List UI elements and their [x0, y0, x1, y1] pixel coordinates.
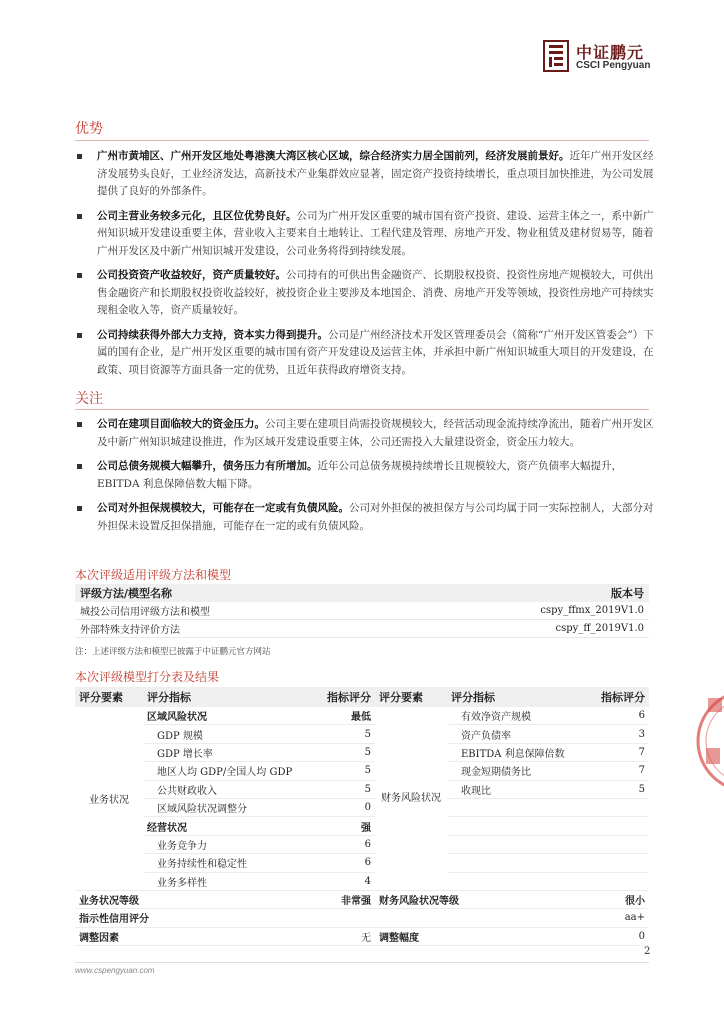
left-indicator: 区域风险状况	[143, 707, 293, 725]
right-score	[577, 872, 649, 890]
left-indicator: 业务多样性	[143, 872, 293, 890]
left-indicator: 业务持续性和稳定性	[143, 854, 293, 872]
biz-grade-value: 非常强	[293, 890, 375, 908]
bullet-bold-text: 公司持续获得外部大力支持，资本实力得到提升。	[97, 328, 328, 341]
bullet-square-icon	[77, 214, 82, 219]
bullet-item	[75, 208, 660, 261]
right-score: 5	[577, 780, 649, 798]
bullet-text: 公司持有的可供出售金融资产、长期股权投资、投资性房地产规模较大，可供出售金融资产和长期股权投资收益较好，被投资企业主要涉及本地国企、消费、房地产开发等领域，投资性房地产可持续实现租金收入等，资产质量较好。	[97, 269, 654, 316]
score-row	[75, 780, 649, 798]
score-row	[75, 743, 649, 761]
score-header-factor-1: 评分要素	[75, 687, 143, 707]
method-name: 城投公司信用评级方法和模型	[75, 602, 392, 620]
adjust-value: 无	[293, 927, 375, 945]
bullet-text: 近年公司总债务规模持续增长且规模较大，资产负债率大幅提升，EBITDA 利息保障倍数大幅下降。	[97, 460, 622, 490]
methods-header-name: 评级方法/模型名称	[75, 584, 392, 602]
right-indicator: 收现比	[447, 780, 577, 798]
score-row	[75, 817, 649, 835]
scoring-table	[75, 687, 649, 946]
bullet-text: 公司对外担保的被担保方与公司均属于同一实际控制人，大部分对外担保未设置反担保措施，可能存在一定的或有负债风险。	[97, 502, 654, 532]
bullet-item	[75, 500, 660, 535]
bullet-text: 公司是广州经济技术开发区管理委员会（简称“广州开发区管委会”）下属的国有企业，是广州开发区重要的城市国有资产开发建设及运营主体，并承担中新广州知识城重大项目的开发建设，在政策、项目资源等方面具备一定的优势，且近年获得政府增资支持。	[97, 328, 654, 376]
left-indicator: 业务竞争力	[143, 835, 293, 853]
right-score: 6	[577, 707, 649, 725]
right-indicator: 资产负债率	[447, 725, 577, 743]
left-indicator: 公共财政收入	[143, 780, 293, 798]
left-indicator: GDP 规模	[143, 725, 293, 743]
fin-grade-label: 财务风险状况等级	[375, 890, 577, 908]
score-row	[75, 872, 649, 890]
score-row	[75, 798, 649, 816]
scoring-title: 本次评级模型打分表及结果	[75, 670, 220, 684]
brand-name-en: CSCI Pengyuan	[576, 60, 651, 71]
left-factor: 业务状况	[75, 707, 143, 890]
bullet-text: 公司为广州开发区重要的城市国有资产投资、建设、运营主体之一，系中新广州知识城开发建设重要主体，营业收入主要来自土地转让、工程代建及管理、房地产开发、物业租赁及建材贸易等，随着广州开发区及中新广州知识城开发建设，公司业务将得到持续发展。	[97, 209, 654, 257]
method-version: cspy_ffmx_2019V1.0	[392, 602, 649, 620]
methods-title: 本次评级适用评级方法和模型	[75, 568, 232, 582]
bullet-square-icon	[77, 273, 82, 278]
adjust-range-value: 0	[577, 927, 649, 945]
footer-divider	[75, 962, 649, 963]
left-indicator: 经营状况	[143, 817, 293, 835]
summary-row-adjust	[75, 927, 649, 945]
method-version: cspy_ff_2019V1.0	[392, 620, 649, 638]
right-indicator	[447, 817, 577, 835]
methods-header-version: 版本号	[392, 584, 649, 602]
score-row	[75, 707, 649, 725]
right-indicator	[447, 798, 577, 816]
score-row	[75, 762, 649, 780]
strengths-divider	[75, 140, 649, 141]
score-header-factor-2: 评分要素	[375, 687, 447, 707]
right-score: 3	[577, 725, 649, 743]
seal-stamp-icon	[696, 676, 724, 806]
right-indicator: EBITDA 利息保障倍数	[447, 743, 577, 761]
score-header-indicator-1: 评分指标	[143, 687, 293, 707]
bullet-item	[75, 416, 660, 451]
summary-row-indicative	[75, 909, 649, 927]
left-score: 6	[293, 854, 375, 872]
right-score: 7	[577, 743, 649, 761]
strengths-list	[75, 148, 660, 386]
methods-row	[75, 602, 649, 620]
left-score: 强	[293, 817, 375, 835]
score-header-score-1: 指标评分	[293, 687, 375, 707]
adjust-range-label: 调整幅度	[375, 927, 577, 945]
brand-name-cn: 中证鹏元	[576, 43, 645, 62]
concerns-divider	[75, 409, 649, 410]
left-score: 5	[293, 743, 375, 761]
strengths-heading: 优势	[75, 121, 103, 137]
left-score: 5	[293, 725, 375, 743]
left-indicator: 区域风险状况调整分	[143, 798, 293, 816]
left-indicator: 地区人均 GDP/全国人均 GDP	[143, 762, 293, 780]
right-indicator	[447, 872, 577, 890]
adjust-label: 调整因素	[75, 927, 293, 945]
bullet-square-icon	[77, 154, 82, 159]
bullet-square-icon	[77, 333, 82, 338]
right-score	[577, 835, 649, 853]
bullet-bold-text: 公司主营业务较多元化，且区位优势良好。	[97, 209, 297, 222]
bullet-item	[75, 458, 660, 493]
right-score	[577, 798, 649, 816]
brand-logo	[543, 40, 663, 74]
bullet-item	[75, 327, 660, 380]
methods-row	[75, 620, 649, 638]
bullet-text: 公司主要在建项目尚需投资规模较大，经营活动现金流持续净流出，随着广州开发区及中新广州知识城建设推进，作为区域开发建设重要主体，公司还需投入大量建设资金，资金压力较大。	[97, 418, 654, 448]
bullet-square-icon	[77, 506, 82, 511]
bullet-text: 近年广州开发区经济发展势头良好，工业经济发达，高新技术产业集群效应显著，固定资产投资持续增长，重点项目加快推进，为公司发展提供了良好的外部条件。	[97, 150, 654, 197]
methods-table	[75, 584, 649, 638]
bullet-square-icon	[77, 422, 82, 427]
bullet-square-icon	[77, 464, 82, 469]
bullet-bold-text: 广州市黄埔区、广州开发区地处粤港澳大湾区核心区域，综合经济实力居全国前列，经济发展前景好。	[97, 150, 570, 162]
right-indicator: 现金短期债务比	[447, 762, 577, 780]
footer-website: www.cspengyuan.com	[75, 966, 155, 975]
fin-grade-value: 很小	[577, 890, 649, 908]
logo-mark-icon	[543, 40, 569, 72]
left-score: 6	[293, 835, 375, 853]
left-score: 0	[293, 798, 375, 816]
right-indicator: 有效净资产规模	[447, 707, 577, 725]
bullet-bold-text: 公司总债务规模大幅攀升，债务压力有所增加。	[97, 460, 318, 472]
bullet-item	[75, 267, 660, 320]
indicative-label: 指示性信用评分	[75, 909, 375, 927]
summary-row-grades	[75, 890, 649, 908]
bullet-bold-text: 公司对外担保规模较大，可能存在一定或有负债风险。	[97, 502, 349, 514]
bullet-bold-text: 公司在建项目面临较大的资金压力。	[97, 418, 265, 430]
methods-note: 注：上述评级方法和模型已披露于中证鹏元官方网站	[75, 647, 271, 657]
left-score: 最低	[293, 707, 375, 725]
score-header-score-2: 指标评分	[577, 687, 649, 707]
concerns-heading: 关注	[75, 391, 103, 407]
bullet-item	[75, 148, 660, 201]
method-name: 外部特殊支持评价方法	[75, 620, 392, 638]
score-row	[75, 725, 649, 743]
page-number: 2	[644, 946, 651, 957]
right-score: 7	[577, 762, 649, 780]
bullet-bold-text: 公司投资资产收益较好，资产质量较好。	[97, 269, 286, 281]
left-indicator: GDP 增长率	[143, 743, 293, 761]
left-score: 5	[293, 780, 375, 798]
right-indicator	[447, 854, 577, 872]
biz-grade-label: 业务状况等级	[75, 890, 293, 908]
concerns-list	[75, 416, 660, 542]
left-score: 4	[293, 872, 375, 890]
score-row	[75, 835, 649, 853]
right-score	[577, 854, 649, 872]
left-score: 5	[293, 762, 375, 780]
score-row	[75, 854, 649, 872]
right-score	[577, 817, 649, 835]
right-factor: 财务风险状况	[375, 707, 447, 890]
score-header-indicator-2: 评分指标	[447, 687, 577, 707]
right-indicator	[447, 835, 577, 853]
indicative-value: aa+	[375, 909, 649, 927]
